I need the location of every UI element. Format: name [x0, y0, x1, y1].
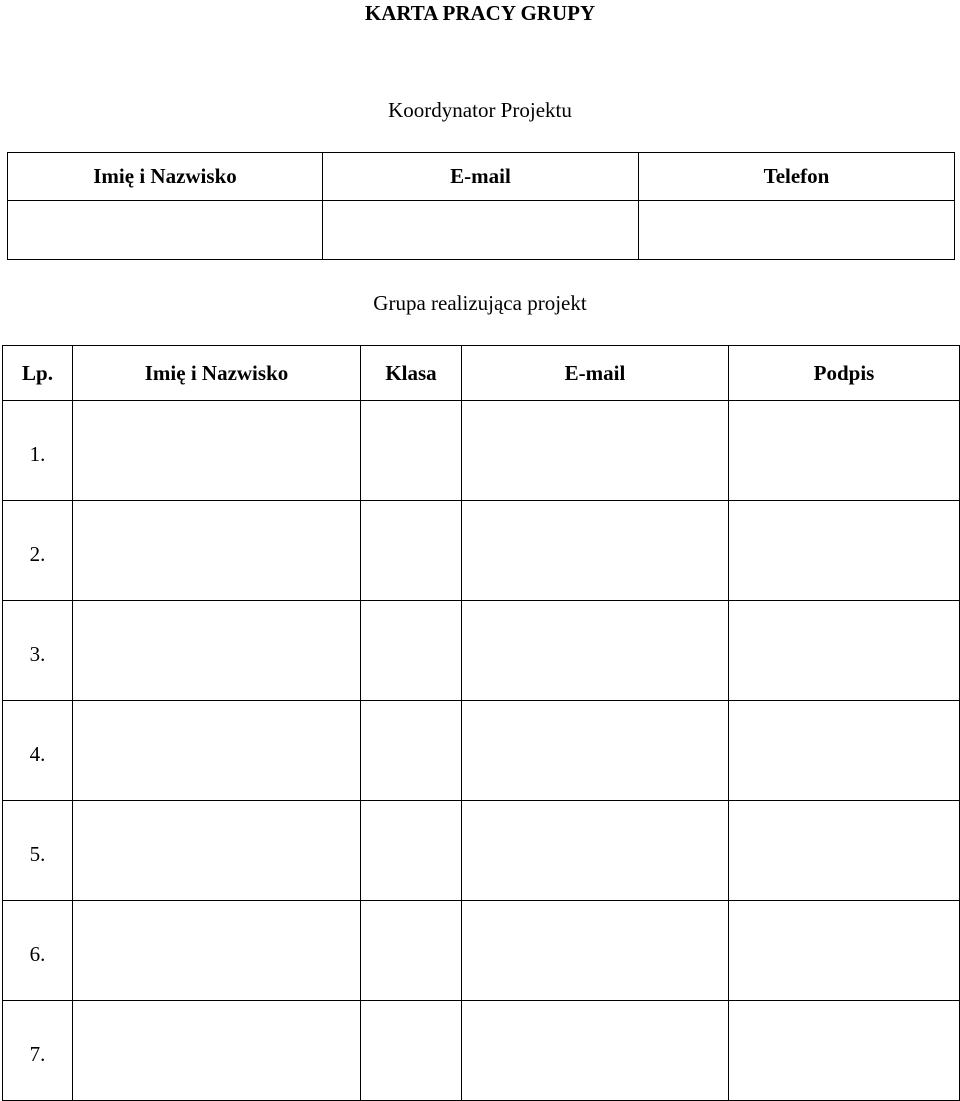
member-signature-cell[interactable]	[729, 401, 960, 501]
table-row	[3, 501, 960, 601]
table-row	[3, 601, 960, 701]
row-number: 7.	[3, 1001, 73, 1101]
member-signature-cell[interactable]	[729, 601, 960, 701]
row-number: 4.	[3, 701, 73, 801]
member-name-cell[interactable]	[73, 401, 361, 501]
table-row	[3, 801, 960, 901]
coordinator-col-email: E-mail	[323, 153, 639, 201]
coordinator-table	[7, 152, 955, 260]
member-signature-cell[interactable]	[729, 1001, 960, 1101]
coordinator-data-row	[8, 201, 955, 260]
coordinator-col-name: Imię i Nazwisko	[8, 153, 323, 201]
member-signature-cell[interactable]	[729, 501, 960, 601]
table-row	[3, 401, 960, 501]
row-number: 2.	[3, 501, 73, 601]
group-header-row	[3, 346, 960, 401]
row-number: 5.	[3, 801, 73, 901]
member-email-cell[interactable]	[462, 801, 729, 901]
member-email-cell[interactable]	[462, 401, 729, 501]
group-col-signature: Podpis	[729, 346, 960, 401]
coordinator-name-cell[interactable]	[8, 201, 323, 260]
group-heading: Grupa realizująca projekt	[373, 291, 587, 315]
coordinator-phone-cell[interactable]	[639, 201, 955, 260]
member-email-cell[interactable]	[462, 601, 729, 701]
member-email-cell[interactable]	[462, 501, 729, 601]
page-title: KARTA PRACY GRUPY	[364, 1, 596, 25]
member-class-cell[interactable]	[361, 1001, 462, 1101]
group-col-class: Klasa	[361, 346, 462, 401]
member-class-cell[interactable]	[361, 601, 462, 701]
member-class-cell[interactable]	[361, 701, 462, 801]
member-email-cell[interactable]	[462, 901, 729, 1001]
group-col-email: E-mail	[462, 346, 729, 401]
member-email-cell[interactable]	[462, 1001, 729, 1101]
member-class-cell[interactable]	[361, 901, 462, 1001]
coordinator-header-row	[8, 153, 955, 201]
row-number: 1.	[3, 401, 73, 501]
member-name-cell[interactable]	[73, 801, 361, 901]
member-class-cell[interactable]	[361, 801, 462, 901]
member-name-cell[interactable]	[73, 1001, 361, 1101]
member-name-cell[interactable]	[73, 901, 361, 1001]
member-signature-cell[interactable]	[729, 801, 960, 901]
group-col-lp: Lp.	[3, 346, 73, 401]
member-email-cell[interactable]	[462, 701, 729, 801]
member-signature-cell[interactable]	[729, 901, 960, 1001]
coordinator-email-cell[interactable]	[323, 201, 639, 260]
row-number: 6.	[3, 901, 73, 1001]
member-signature-cell[interactable]	[729, 701, 960, 801]
member-name-cell[interactable]	[73, 501, 361, 601]
member-class-cell[interactable]	[361, 401, 462, 501]
member-class-cell[interactable]	[361, 501, 462, 601]
member-name-cell[interactable]	[73, 701, 361, 801]
row-number: 3.	[3, 601, 73, 701]
coordinator-col-phone: Telefon	[639, 153, 955, 201]
table-row	[3, 701, 960, 801]
table-row	[3, 1001, 960, 1101]
group-table	[2, 345, 960, 1101]
member-name-cell[interactable]	[73, 601, 361, 701]
coordinator-heading: Koordynator Projektu	[388, 98, 572, 122]
group-col-name: Imię i Nazwisko	[73, 346, 361, 401]
table-row	[3, 901, 960, 1001]
